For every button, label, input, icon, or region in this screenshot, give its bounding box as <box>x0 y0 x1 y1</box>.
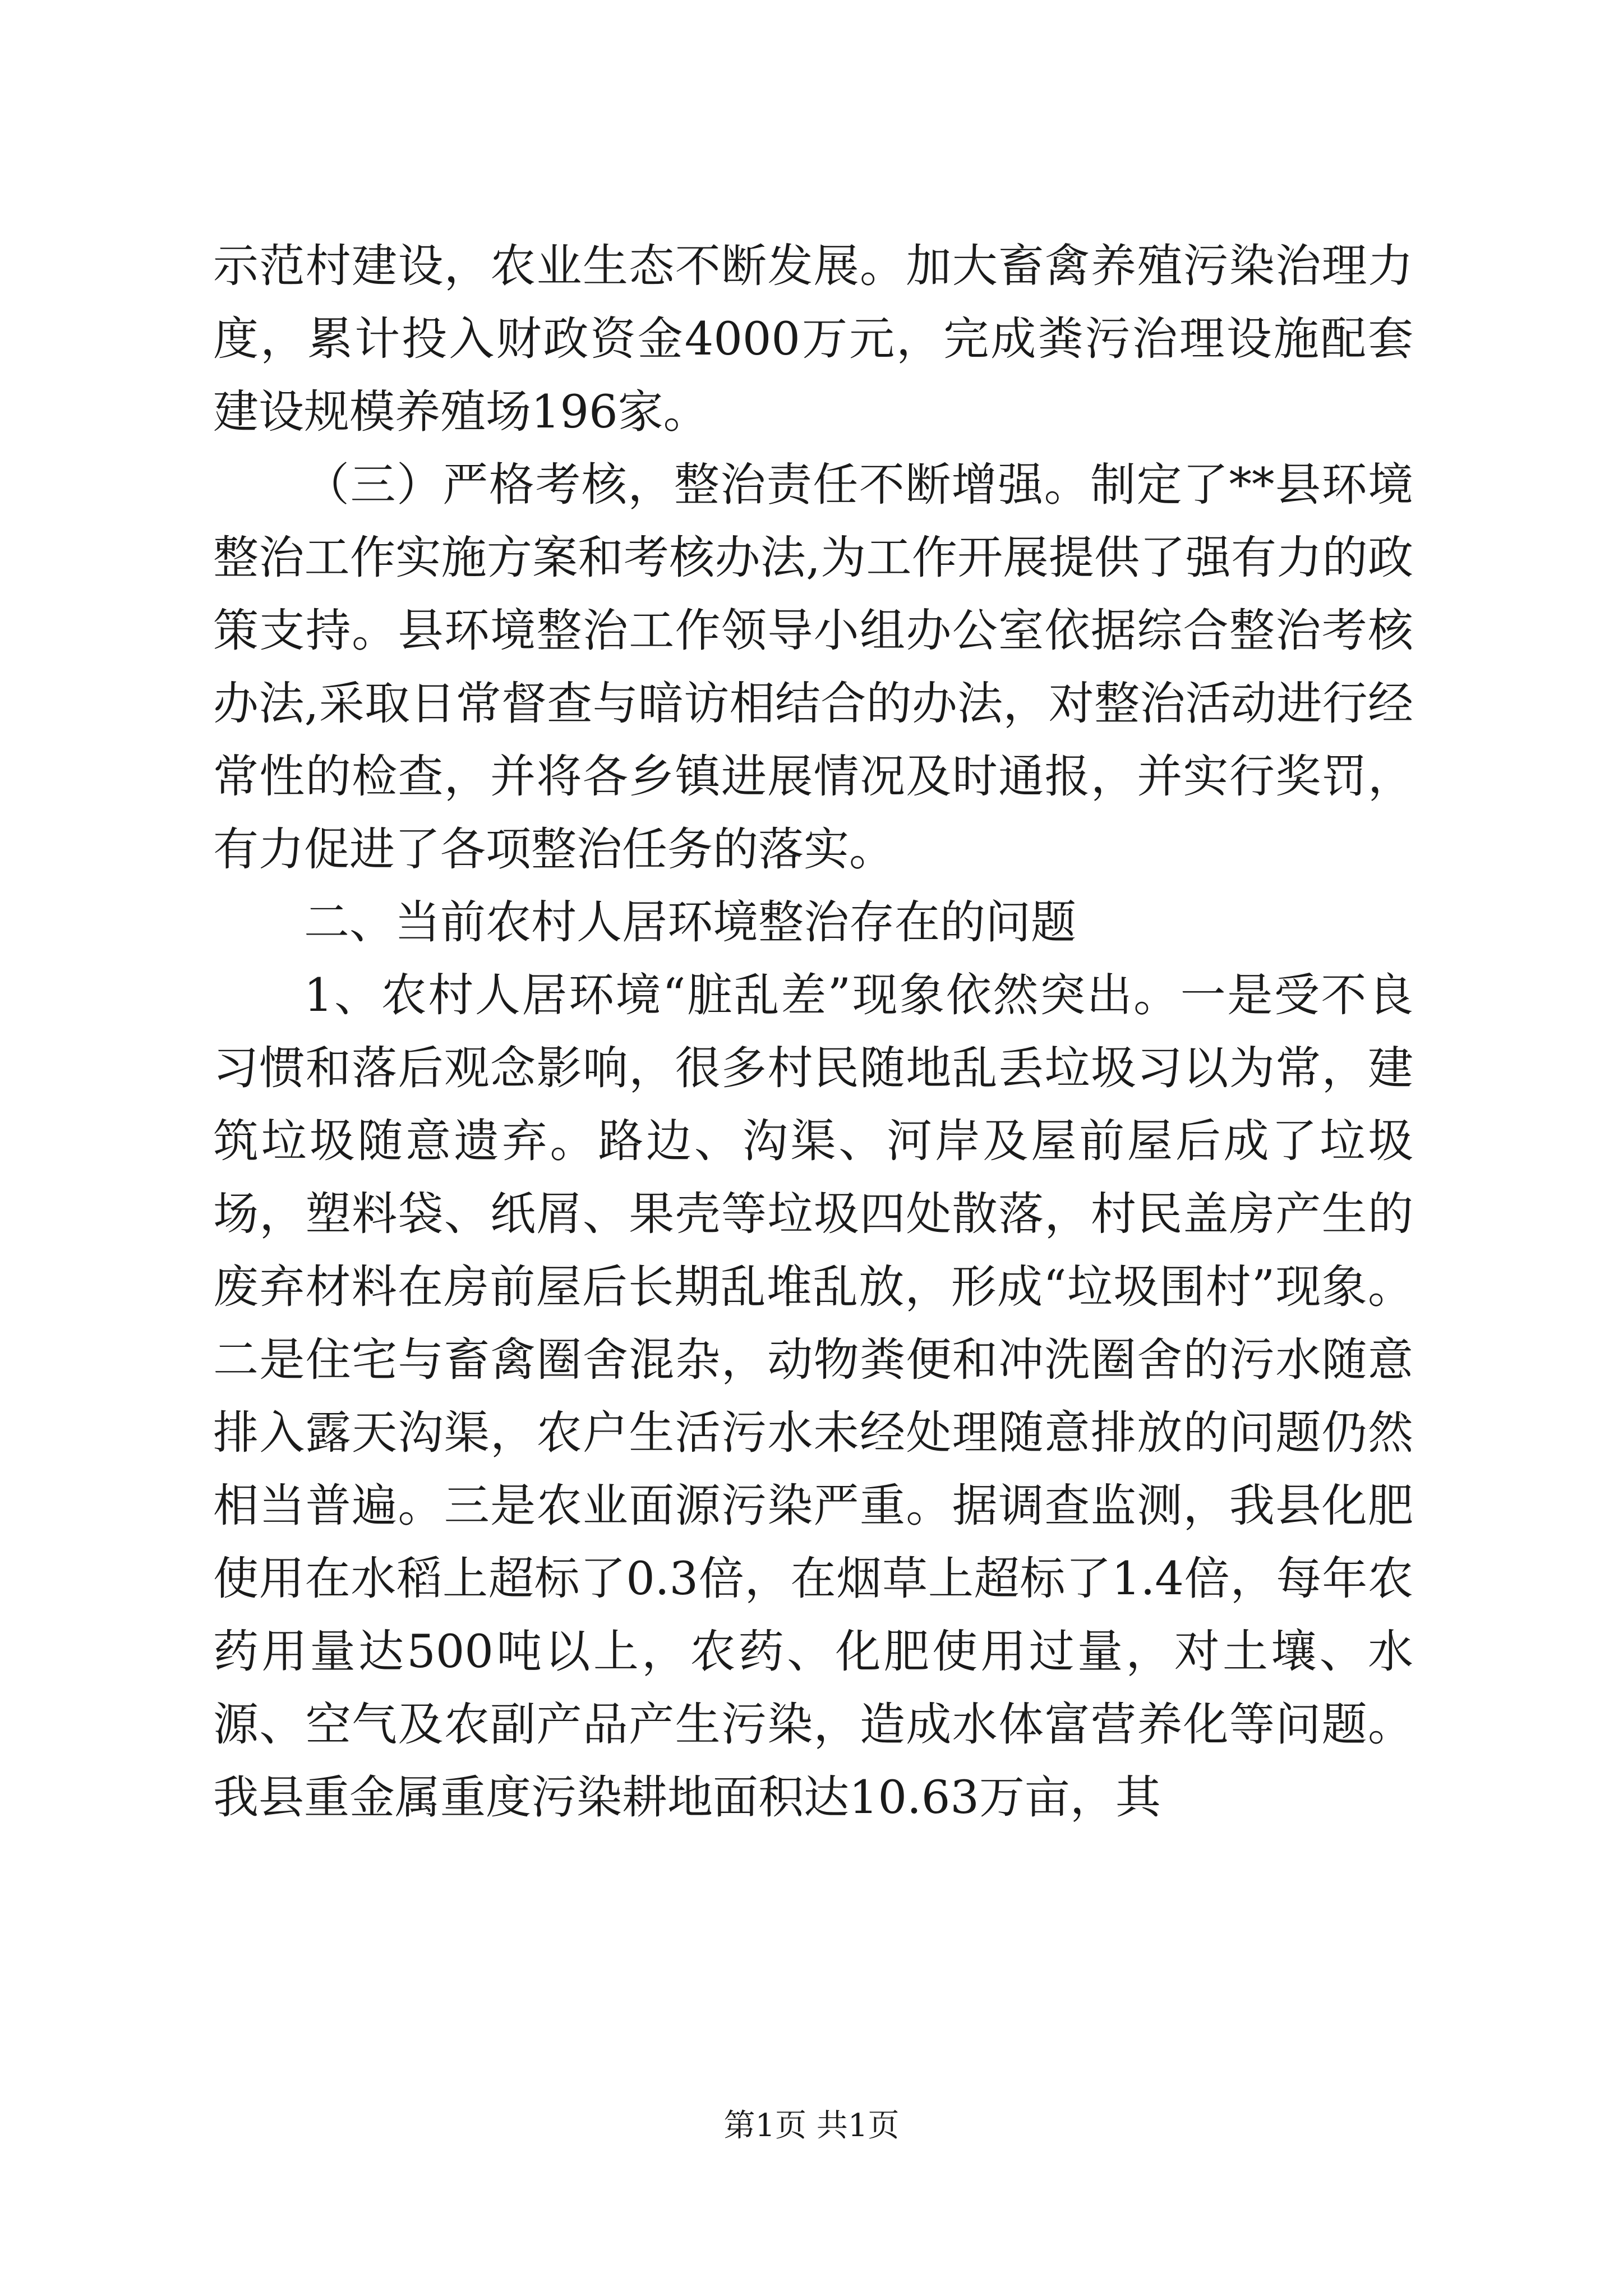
section-heading: 二、当前农村人居环境整治存在的问题 <box>304 896 1077 949</box>
paragraph-continuation: 示范村建设，农业生态不断发展。加大畜禽养殖污染治理力度，累计投入财政资金4000万元，完成粪污治理设施配套建设规模养殖场196家。 <box>213 240 1413 439</box>
paragraph-section-three: （三）严格考核，整治责任不断增强。制定了**县环境整治工作实施方案和考核办法,为工作开展提供了强有力的政策支持。县环境整治工作领导小组办公室依据综合整治考核办法,采取日常督查与暗访相结合的办法，对整治活动进行经常性的检查，并将各乡镇进展情况及时通报，并实行奖罚，有力促进了各项整治任务的落实。 <box>213 459 1413 876</box>
paragraph-problem-one: 1、农村人居环境“脏乱差”现象依然突出。一是受不良习惯和落后观念影响，很多村民随地乱丢垃圾习以为常，建筑垃圾随意遗弃。路边、沟渠、河岸及屋前屋后成了垃圾场，塑料袋、纸屑、果壳等垃圾四处散落，村民盖房产生的废弃材料在房前屋后长期乱堆乱放，形成“垃圾围村”现象。二是住宅与畜禽圈舍混杂，动物粪便和冲洗圈舍的污水随意排入露天沟渠，农户生活污水未经处理随意排放的问题仍然相当普遍。三是农业面源污染严重。据调查监测，我县化肥使用在水稻上超标了0.3倍，在烟草上超标了1.4倍，每年农药用量达500吨以上，农药、化肥使用过量，对土壤、水源、空气及农副产品产生污染，造成水体富营养化等问题。我县重金属重度污染耕地面积达10.63万亩，其 <box>213 969 1413 1824</box>
page-footer: 第1页 共1页 <box>723 2108 900 2144</box>
document-body <box>213 230 1413 1834</box>
